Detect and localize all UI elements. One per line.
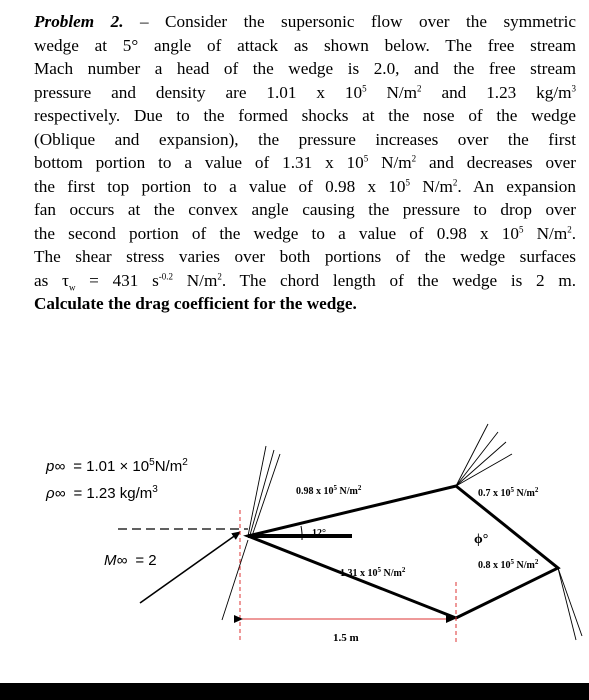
problem-line-1 [34,10,576,34]
pressure-label-top-first: 0.98 x $10^5$ $N/m^2$ [296,484,362,497]
problem-line-2: wedge at 5° angle of attack as shown below. The free stream [34,35,576,55]
nose-angle-label: 12° [312,528,326,539]
bottom-bar [0,683,589,700]
problem-line-9: fan occurs at the convex angle causing the pressure to drop over [34,200,576,219]
problem-task: Calculate the drag coefficient for the wedge. [34,294,357,313]
dimension-label: 1.5 m [333,632,359,644]
rho-inf-label: ρ∞ = 1.23 $kg/m^3$ [46,484,158,502]
heading-dash: – [123,12,166,31]
expansion-fan [456,424,512,486]
problem-line-11: The shear stress varies over both portions of the wedge surfaces [34,247,576,266]
mach-label: M∞ = 2 [104,552,157,569]
problem-line-4: pressure and density are 1.01 x $10^5$ $N/m^2$ and 1.23 $kg/m^3$ [34,82,577,102]
wedge-body [248,486,558,618]
problem-line-6: (Oblique and expansion), the pressure increases over the first [34,129,576,149]
problem-line-8: the first top portion to a value of 0.98 x $10^5$ $N/m^2$. An expansion [34,176,576,196]
problem-line-10: the second portion of the wedge to a value of 0.98 x $10^5$ $N/m^2$. [34,223,576,243]
problem-line-12: as $\tau_w = 431$ $s^{-0.2}$ $N/m^2$. The chord length of the wedge is 2 m. [34,270,576,292]
problem-heading: Problem 2. [34,12,124,31]
pressure-label-bottom-first: 1.31 x $10^5$ $N/m^2$ [340,566,406,579]
problem-text-1: Consider the supersonic flow over the symmetric [165,12,576,31]
pressure-label-bottom-second: 0.8 x $10^5$ $N/m^2$ [478,558,539,571]
problem-line-5: respectively. Due to the formed shocks at the nose of the wedge [34,106,576,125]
problem-line-3: Mach number a head of the wedge is 2.0, and the free stream [34,59,576,78]
problem-line-7: bottom portion to a value of 1.31 x $10^5$ $N/m^2$ and decreases over [34,153,576,172]
p-inf-label: p∞ = $1.01 \times 10^5N/m^2$ [46,457,188,475]
wedge-diagram [0,410,589,680]
shoulder-angle-label: ϕ° [474,532,489,547]
nose-shock-lines [222,446,280,620]
pressure-label-top-second: 0.7 x $10^5$ $N/m^2$ [478,486,539,499]
problem-statement [34,10,576,316]
trailing-shock-lines [558,568,582,640]
